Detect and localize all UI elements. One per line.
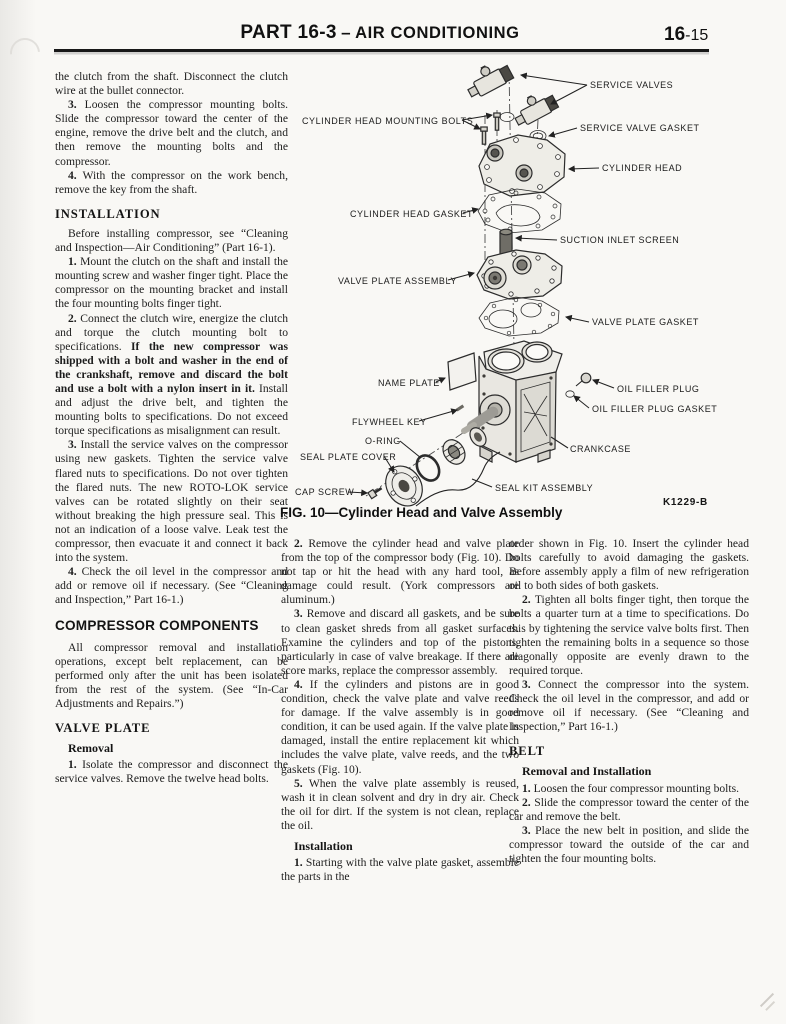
subheading: Removal and Installation (522, 764, 652, 779)
figure-label: O-RING (365, 436, 401, 446)
paragraph: 5. When the valve plate assembly is reused, wash it in clean solvent and dry in dry air. Check the oil for dirt. If the system is not clean, replace the oil. (281, 776, 519, 832)
title-dash: – (341, 23, 351, 42)
figure-label: CAP SCREW (295, 487, 355, 497)
figure-label: SEAL PLATE COVER (300, 452, 397, 462)
figure-label: CYLINDER HEAD GASKET (350, 209, 474, 219)
figure-code: K1229-B (663, 497, 708, 508)
paragraph: 2. Connect the clutch wire, energize the clutch and torque the clutch mounting bolt to specifications. If the new compressor was shipped with a bolt and washer in the end of the crankshaft, remove and discard the bolt and use a bolt with a nylon insert in it. Install and adjust the drive belt, and tighten the mounting bolts to specifications. Do not exceed torque specifications as misalignment can result. (55, 311, 289, 438)
figure-label: SUCTION INLET SCREEN (560, 235, 680, 245)
figure-caption (280, 505, 562, 520)
paragraph: order shown in Fig. 10. Insert the cylinder head bolts carefully to avoid damaging the gaskets. Before assembly apply a film of new refrigeration oil to both sides of both gaskets. (509, 537, 749, 593)
heading-sans: COMPRESSOR COMPONENTS (55, 618, 259, 634)
page-title (0, 22, 760, 44)
figure-label: CYLINDER HEAD (602, 163, 683, 173)
paragraph: 1. Loosen the four compressor mounting bolts. (522, 781, 740, 795)
scan-scratch-mark (765, 1001, 775, 1011)
paragraph: 3. Place the new belt in position, and slide the compressor toward the outside of the car and tighten the four mounting bolts. (509, 823, 749, 865)
page-number-minor: -15 (685, 27, 709, 44)
figure-label: SEAL KIT ASSEMBLY (495, 483, 594, 493)
paragraph: 1. Starting with the valve plate gasket, assemble the parts in the (281, 856, 520, 884)
middle-column (281, 537, 519, 884)
paragraph: 3. Install the service valves on the compressor using new gaskets. Tighten the service valve flared nuts to specifications. Do not over tighten the flared nuts. The new ROTO-LOK service valves can be rotated slightly on their seat without breaking the high pressure seal. This is not an indication of a loose valve. Leak test the compressor, then evacuate it and connect it back into the system. (55, 438, 288, 565)
cap-screw-art (368, 485, 384, 498)
figure-label: SERVICE VALVE GASKET (580, 123, 700, 133)
figure-10 (288, 60, 758, 508)
paragraph: 1. Mount the clutch on the shaft and install the mounting screw and washer finger tight. Place the compressor on the mounting bracket and install the four mounting bolts finger tight. (55, 255, 289, 311)
left-column (55, 70, 288, 786)
right-column (509, 537, 749, 866)
paragraph: 1. Isolate the compressor and disconnect the service valves. Remove the twelve head bolts. (55, 758, 288, 786)
figure-label: FLYWHEEL KEY (352, 417, 427, 427)
figure-label: NAME PLATE (378, 378, 440, 388)
section-title: AIR CONDITIONING (355, 24, 520, 42)
cylinder-head-gasket-art (478, 189, 561, 233)
subheading: Installation (294, 838, 353, 853)
heading-serif: INSTALLATION (55, 206, 161, 221)
paragraph: Before installing compressor, see “Cleaning and Inspection—Air Conditioning” (Part 16-1). (55, 226, 288, 255)
paragraph: 2. Remove the cylinder head and valve plate from the top of the compressor body (Fig. 10). Do not tap or hit the head with any hard tool, as damage could result. (York compressors are aluminum.) (281, 537, 519, 607)
valve-plate-assembly-art (477, 250, 562, 299)
figure-caption-title: —Cylinder Head and Valve Assembly (325, 505, 563, 520)
figure-label: OIL FILLER PLUG GASKET (592, 404, 718, 414)
paragraph: 4. Check the oil level in the compressor and add or remove oil if necessary. (See “Cleaning and Inspection,” Part 16-1.) (55, 565, 288, 607)
figure-label: VALVE PLATE ASSEMBLY (338, 276, 457, 286)
service-valves-art (462, 60, 559, 128)
figure-caption-number: FIG. 10 (280, 505, 326, 520)
paragraph: 3. Connect the compressor into the system. Check the oil level in the compressor, and add or remove oil if necessary. (See “Cleaning and Inspection,” Part 16-1.) (509, 677, 749, 734)
paragraph: 2. Slide the compressor toward the center of the car and remove the belt. (509, 795, 750, 823)
header-rule (54, 49, 709, 52)
part-number: PART 16-3 (240, 22, 337, 43)
paragraph: 3. Remove and discard all gaskets, and be sure to clean gasket shreds from all gasket surfaces. Examine the cylinders and top of the pistons, particularly in case of valve breakage. If there are score marks, replace the compressor assembly. (281, 607, 520, 677)
name-plate-art (448, 353, 476, 390)
valve-plate-gasket-art (479, 297, 559, 336)
page-number (664, 24, 708, 46)
heading-serif: VALVE PLATE (55, 721, 151, 736)
paragraph: 4. If the cylinders and pistons are in good condition, check the valve plate and valve reeds for damage. If the valve assembly is in good condition, it can be used again. If the valve plate is damaged, install the entire replacement kit which includes the valve plate, valve reeds, and the two gaskets (Fig. 10). (281, 677, 519, 776)
paragraph: the clutch from the shaft. Disconnect the clutch wire at the bullet connector. (55, 70, 288, 98)
oil-filler-plug-art (566, 373, 591, 397)
cylinder-head-art (479, 135, 565, 196)
paragraph: 4. With the compressor on the work bench, remove the key from the shaft. (55, 168, 288, 196)
scan-scratch-mark (760, 993, 774, 1007)
paragraph: 2. Tighten all bolts finger tight, then torque the bolts a quarter turn at a time to specifications. Do this by tightening the service valve bolts first. Then tighten the remaining bolts in a sequence so those diagonally opposite are evenly drawn to the required torque. (509, 593, 749, 677)
figure-label: CRANKCASE (570, 444, 631, 454)
figure-label: OIL FILLER PLUG (617, 384, 700, 394)
paragraph: All compressor removal and installation operations, except belt replacement, can be performed only after the unit has been isolated from the rest of the system. (See “In-Car Adjustments and Repairs.”) (55, 640, 288, 710)
paragraph: 3. Loosen the compressor mounting bolts. Slide the compressor toward the center of the engine, remove the drive belt and the clutch, and then remove the mounting bolts and the compressor. (55, 98, 289, 168)
figure-label: SERVICE VALVES (590, 80, 674, 90)
heading-serif: BELT (509, 744, 546, 759)
compressor-exploded-diagram (288, 60, 758, 508)
subheading: Removal (68, 741, 114, 756)
page-number-major: 16 (664, 24, 686, 45)
figure-label: CYLINDER HEAD MOUNTING BOLTS (302, 116, 474, 126)
page-edge-shade (0, 0, 36, 1024)
figure-label: VALVE PLATE GASKET (592, 317, 699, 327)
